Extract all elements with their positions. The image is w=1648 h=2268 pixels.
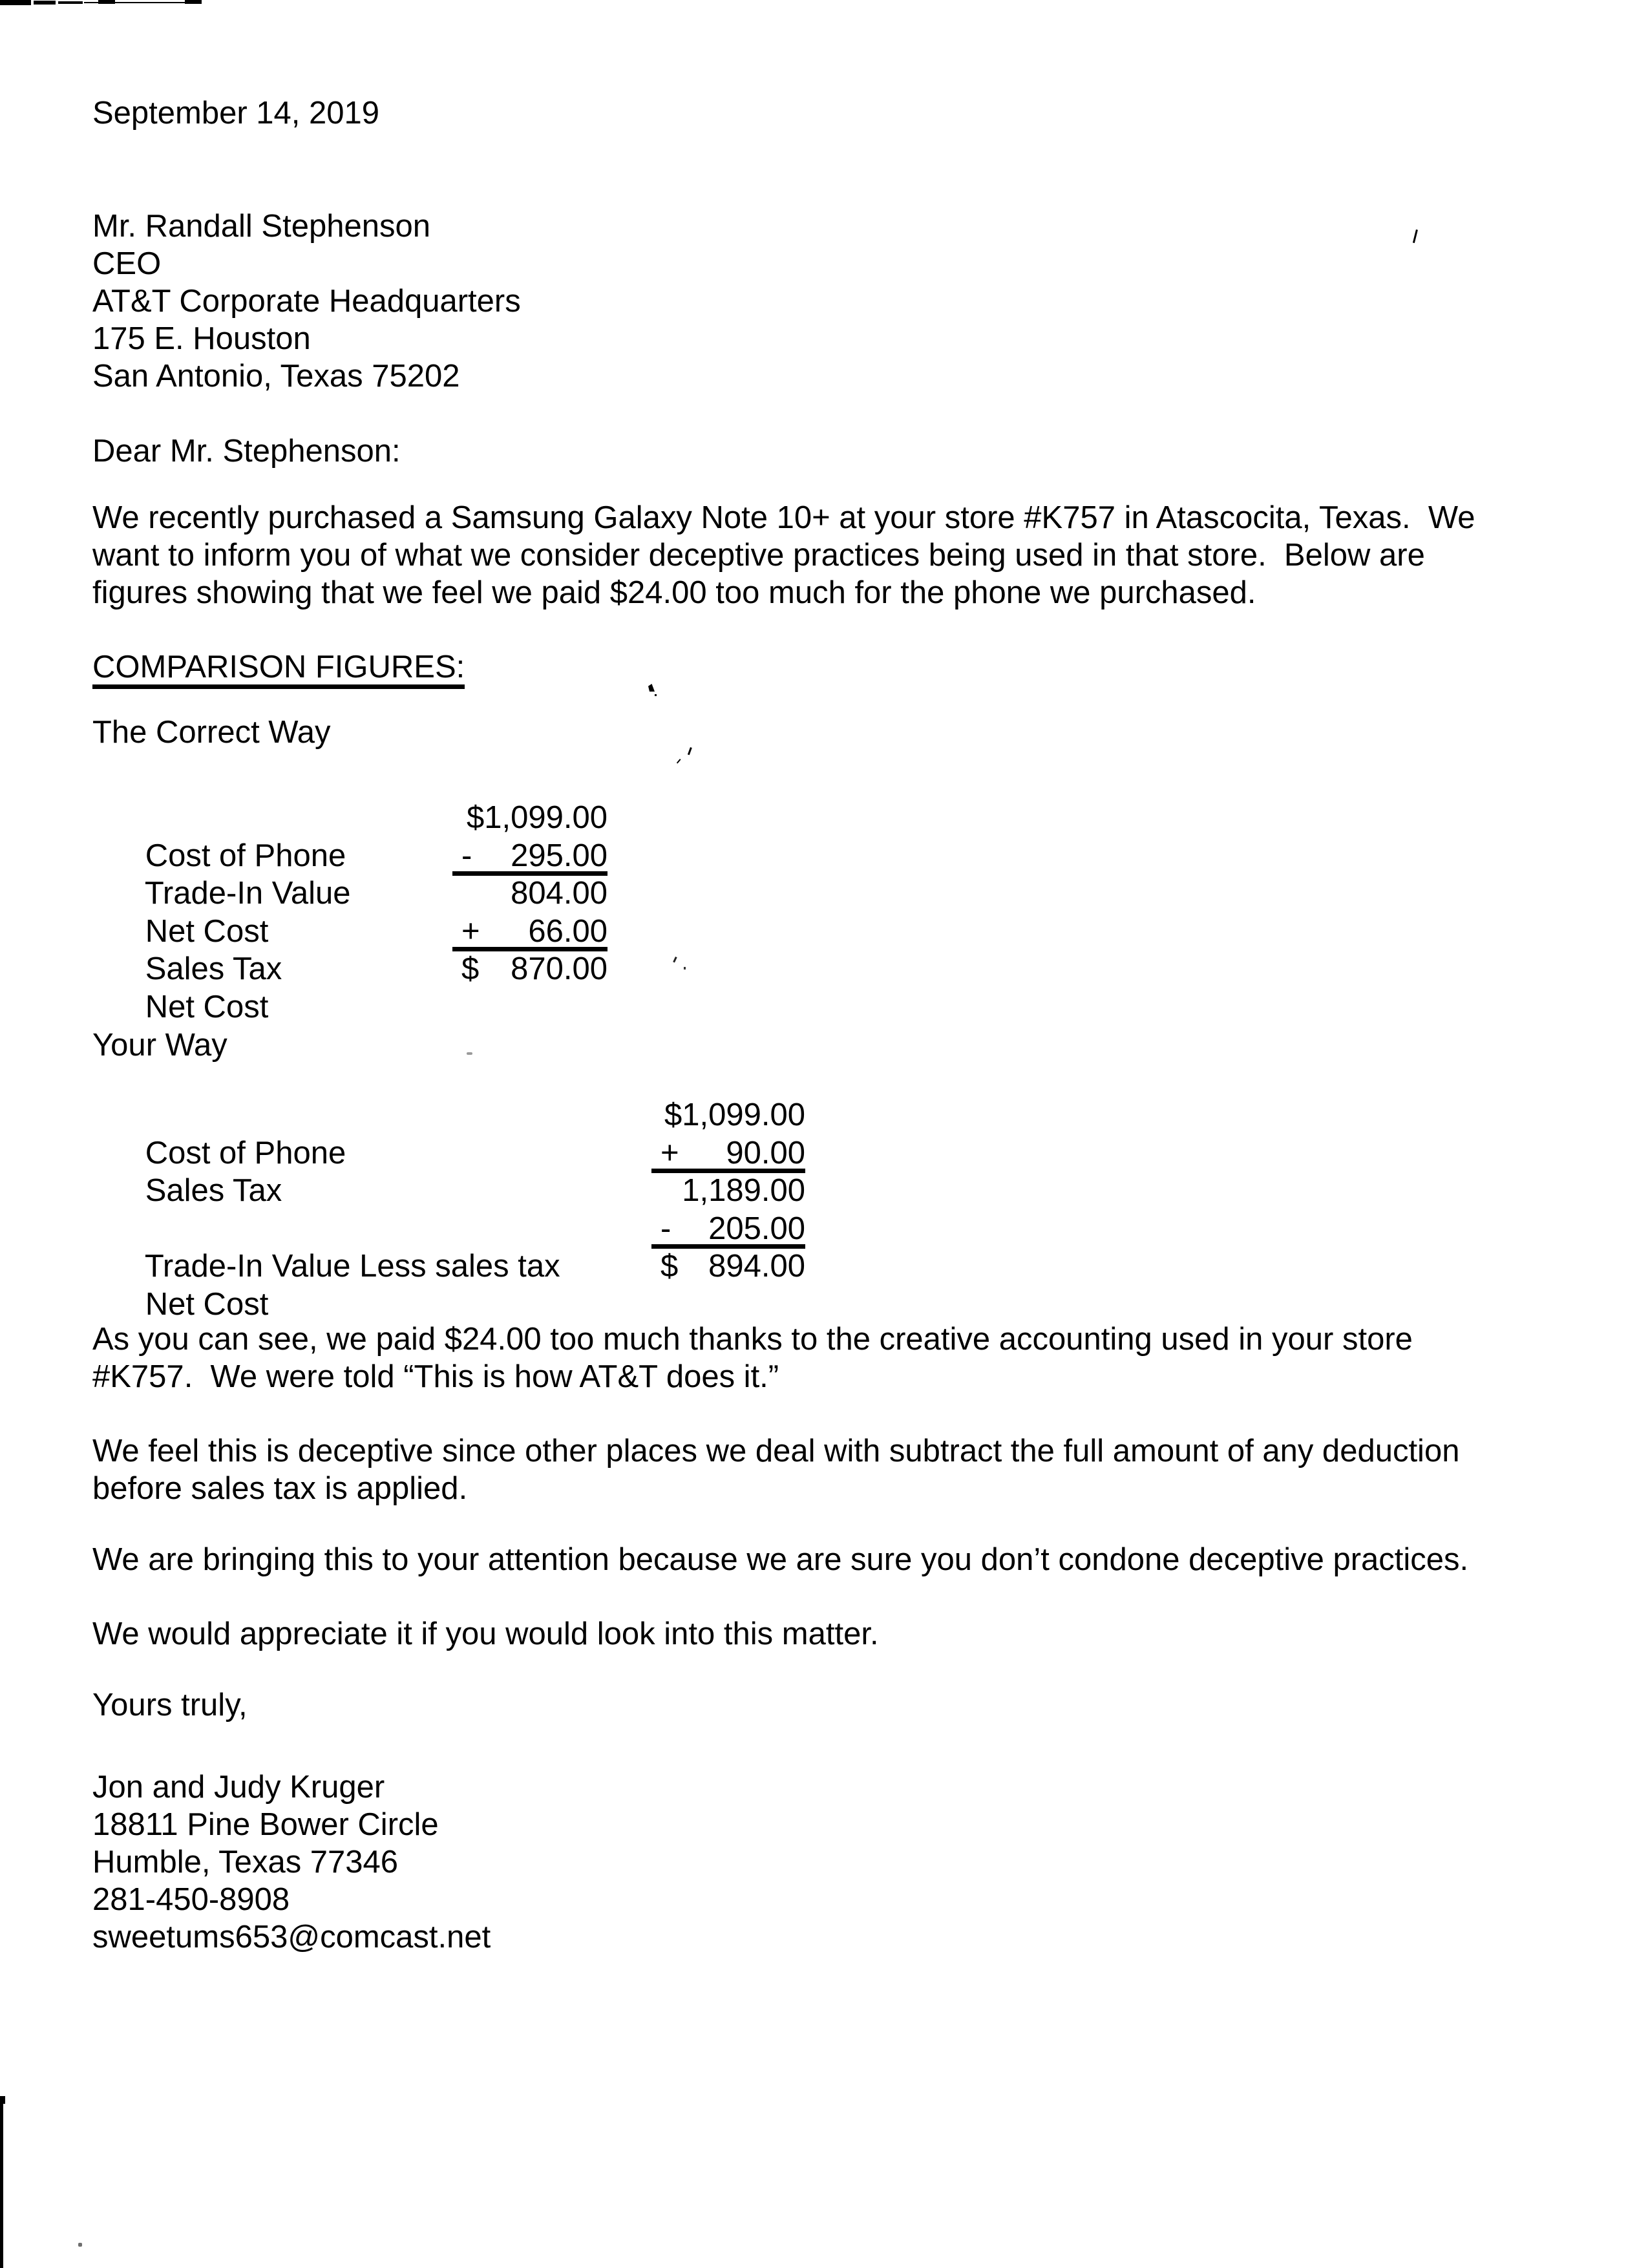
paragraph-line: We would appreciate it if you would look into this matter. bbox=[92, 1616, 879, 1651]
signer-phone: 281-450-8908 bbox=[92, 1882, 290, 1917]
figure-row bbox=[92, 950, 900, 1024]
signer-city: Humble, Texas 77346 bbox=[92, 1845, 399, 1880]
row-operator bbox=[651, 1096, 660, 1130]
row-label: Net Cost bbox=[145, 989, 269, 1024]
paragraph-line: We recently purchased a Samsung Galaxy Note 10+ at your store #K757 in Atascocita, Texas. We bbox=[92, 500, 1475, 535]
recipient-name: Mr. Randall Stephenson bbox=[92, 209, 430, 244]
figure-row bbox=[92, 1247, 900, 1322]
row-label: Cost of Phone bbox=[145, 1135, 346, 1171]
row-operator: - bbox=[660, 1211, 671, 1246]
scan-speck bbox=[684, 967, 686, 970]
row-value: $1,099.00 bbox=[467, 800, 607, 835]
row-label: Cost of Phone bbox=[145, 838, 346, 873]
your-way-title: Your Way bbox=[92, 1028, 227, 1063]
row-amount bbox=[651, 1210, 805, 1249]
row-value: 66.00 bbox=[528, 913, 607, 949]
row-value: 804.00 bbox=[511, 876, 607, 911]
scan-speck bbox=[34, 1, 56, 5]
comparison-figures-heading bbox=[92, 648, 465, 689]
row-label: Sales Tax bbox=[145, 1173, 282, 1208]
figure-row bbox=[92, 1172, 900, 1210]
row-label: Net Cost bbox=[145, 913, 269, 949]
scan-speck bbox=[78, 2243, 82, 2247]
recipient-company: AT&T Corporate Headquarters bbox=[92, 284, 521, 319]
scan-speck bbox=[648, 684, 655, 692]
scan-speck bbox=[655, 694, 657, 696]
paragraph-line: figures showing that we feel we paid $24.00 too much for the phone we purchased. bbox=[92, 575, 1256, 610]
row-amount bbox=[452, 950, 607, 984]
paragraph-line: We feel this is deceptive since other places we deal with subtract the full amount of any deduction bbox=[92, 1434, 1460, 1468]
conclusion-paragraph bbox=[92, 1320, 1413, 1395]
row-amount bbox=[452, 913, 607, 951]
row-amount bbox=[452, 799, 607, 833]
scan-speck bbox=[58, 1, 83, 4]
row-value: 205.00 bbox=[708, 1211, 805, 1246]
attention-paragraph bbox=[92, 1541, 1468, 1578]
closing: Yours truly, bbox=[92, 1688, 248, 1722]
row-label: Net Cost bbox=[145, 1286, 269, 1322]
paragraph-line: #K757. We were told “This is how AT&T does it.” bbox=[92, 1359, 779, 1394]
signer-email: sweetums653@comcast.net bbox=[92, 1920, 491, 1955]
intro-paragraph bbox=[92, 499, 1475, 611]
row-value: 90.00 bbox=[726, 1135, 805, 1171]
row-amount bbox=[651, 1247, 805, 1282]
recipient-city: San Antonio, Texas 75202 bbox=[92, 359, 460, 394]
row-value: 295.00 bbox=[511, 838, 607, 873]
row-label: Sales Tax bbox=[145, 951, 282, 986]
row-amount bbox=[452, 874, 607, 909]
signer-names: Jon and Judy Kruger bbox=[92, 1770, 385, 1805]
row-amount bbox=[651, 1096, 805, 1130]
recipient-street: 175 E. Houston bbox=[92, 321, 311, 356]
signer-street: 18811 Pine Bower Circle bbox=[92, 1807, 439, 1842]
row-operator: + bbox=[660, 1135, 679, 1171]
request-paragraph bbox=[92, 1615, 879, 1653]
correct-way-table bbox=[92, 799, 900, 1024]
paragraph-line: We are bringing this to your attention because we are sure you don’t condone deceptive practices. bbox=[92, 1542, 1469, 1577]
scan-speck bbox=[688, 747, 692, 755]
row-operator: $ bbox=[660, 1249, 679, 1284]
recipient-title: CEO bbox=[92, 246, 162, 281]
scan-speck bbox=[467, 1052, 472, 1055]
row-operator bbox=[452, 799, 461, 833]
signature-block bbox=[92, 1768, 491, 1956]
letter-date: September 14, 2019 bbox=[92, 96, 380, 131]
paragraph-line: before sales tax is applied. bbox=[92, 1471, 468, 1506]
scan-speck bbox=[677, 759, 681, 763]
scan-speck bbox=[116, 2, 185, 3]
paragraph-line: As you can see, we paid $24.00 too much thanks to the creative accounting used in your store bbox=[92, 1322, 1413, 1357]
row-operator: - bbox=[461, 838, 472, 873]
correct-way-title: The Correct Way bbox=[92, 715, 331, 750]
row-amount bbox=[651, 1134, 805, 1173]
row-label: Trade-In Value Less sales tax bbox=[144, 1249, 560, 1284]
scan-artifact-left-bar bbox=[0, 2096, 3, 2268]
paragraph-line: want to inform you of what we consider deceptive practices being used in that store. Below are bbox=[92, 538, 1425, 573]
row-amount bbox=[651, 1172, 805, 1206]
deceptive-paragraph bbox=[92, 1432, 1459, 1507]
row-operator bbox=[651, 1172, 660, 1206]
row-label: Trade-In Value bbox=[144, 876, 351, 911]
row-value: 894.00 bbox=[708, 1249, 805, 1284]
scan-speck bbox=[185, 0, 202, 4]
recipient-address-block bbox=[92, 207, 521, 395]
row-operator: + bbox=[461, 913, 480, 949]
row-value: 1,189.00 bbox=[682, 1173, 805, 1208]
row-value: $1,099.00 bbox=[664, 1097, 805, 1132]
scan-speck bbox=[0, 0, 31, 5]
row-amount bbox=[452, 837, 607, 876]
row-operator: $ bbox=[461, 951, 480, 986]
salutation: Dear Mr. Stephenson: bbox=[92, 434, 401, 469]
row-operator bbox=[452, 874, 461, 909]
row-value: 870.00 bbox=[511, 951, 607, 986]
your-way-table bbox=[92, 1096, 900, 1322]
scan-speck bbox=[98, 0, 115, 4]
comparison-figures-heading-text: COMPARISON FIGURES: bbox=[92, 650, 465, 689]
scan-speck bbox=[1413, 229, 1418, 243]
